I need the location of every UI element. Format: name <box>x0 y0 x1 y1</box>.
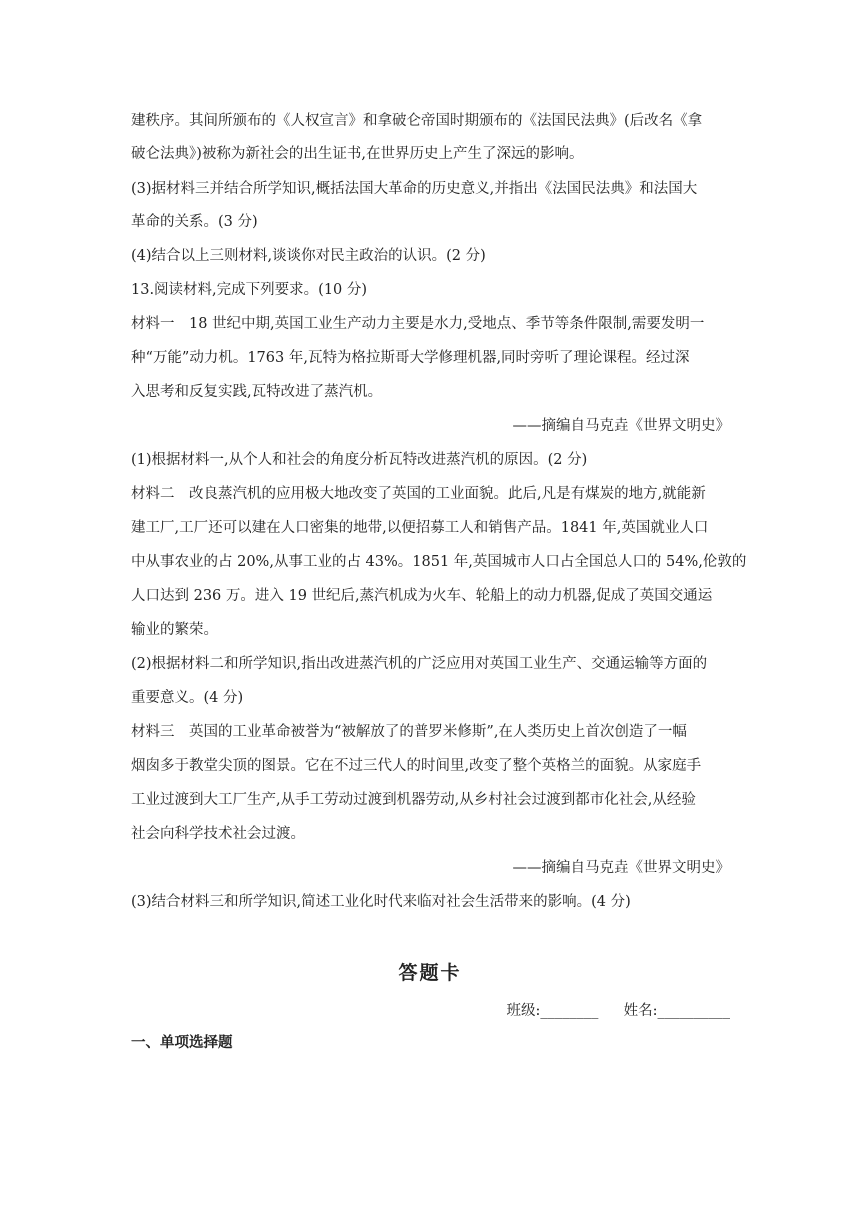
name-field[interactable]: 姓名:__________ <box>623 1003 730 1019</box>
text-line: 破仑法典》)被称为新社会的出生证书,在世界历史上产生了深远的影响。 <box>131 146 584 162</box>
source-citation: ——摘编自马克垚《世界文明史》 <box>512 860 730 876</box>
sub-question-1: (1)根据材料一,从个人和社会的角度分析瓦特改进蒸汽机的原因。(2 分) <box>131 452 588 468</box>
question-4-prompt: (4)结合以上三则材料,谈谈你对民主政治的认识。(2 分) <box>131 248 486 264</box>
material-2-cont: 建工厂,工厂还可以建在人口密集的地带,以便招募工人和销售产品。1841 年,英国就业人口 <box>131 520 709 536</box>
material-3: 材料三 英国的工业革命被誉为“被解放了的普罗米修斯”,在人类历史上首次创造了一幅 <box>131 724 687 740</box>
material-2: 材料二 改良蒸汽机的应用极大地改变了英国的工业面貌。此后,凡是有煤炭的地方,就能新 <box>131 486 706 502</box>
section-heading: 一、单项选择题 <box>131 1035 233 1051</box>
material-1: 材料一 18 世纪中期,英国工业生产动力主要是水力,受地点、季节等条件限制,需要发明一 <box>131 316 705 332</box>
sub-question-2: (2)根据材料二和所学知识,指出改进蒸汽机的广泛应用对英国工业生产、交通运输等方面的 <box>131 656 708 672</box>
question-3-prompt: (3)据材料三并结合所学知识,概括法国大革命的历史意义,并指出《法国民法典》和法国大 <box>131 181 698 197</box>
material-2-cont: 中从事农业的占 20%,从事工业的占 43%。1851 年,英国城市人口占全国总人口的 54%,伦敦的 <box>131 554 747 570</box>
material-1-cont: 入思考和反复实践,瓦特改进了蒸汽机。 <box>131 384 383 400</box>
sub-question-2-cont: 重要意义。(4 分) <box>131 690 244 706</box>
source-citation: ——摘编自马克垚《世界文明史》 <box>512 418 730 434</box>
question-13-heading: 13.阅读材料,完成下列要求。(10 分) <box>131 282 368 298</box>
question-3-prompt-cont: 革命的关系。(3 分) <box>131 214 258 230</box>
student-info <box>507 1000 731 1022</box>
sub-question-3: (3)结合材料三和所学知识,简述工业化时代来临对社会生活带来的影响。(4 分) <box>131 894 631 910</box>
material-3-cont: 烟囱多于教堂尖顶的图景。它在不过三代人的时间里,改变了整个英格兰的面貌。从家庭手 <box>131 758 702 774</box>
material-3-cont: 工业过渡到大工厂生产,从手工劳动过渡到机器劳动,从乡村社会过渡到都市化社会,从经验 <box>131 792 696 808</box>
class-field[interactable]: 班级:________ <box>506 1003 599 1019</box>
material-2-cont: 输业的繁荣。 <box>131 622 218 638</box>
material-2-cont: 人口达到 236 万。进入 19 世纪后,蒸汽机成为火车、轮船上的动力机器,促成了英国交通运 <box>131 588 713 604</box>
answer-card-title: 答题卡 <box>398 962 462 984</box>
material-1-cont: 种“万能”动力机。1763 年,瓦特为格拉斯哥大学修理机器,同时旁听了理论课程。经过深 <box>131 350 690 366</box>
material-3-cont: 社会向科学技术社会过渡。 <box>131 826 305 842</box>
text-line: 建秩序。其间所颁布的《人权宣言》和拿破仑帝国时期颁布的《法国民法典》(后改名《拿 <box>131 113 703 129</box>
